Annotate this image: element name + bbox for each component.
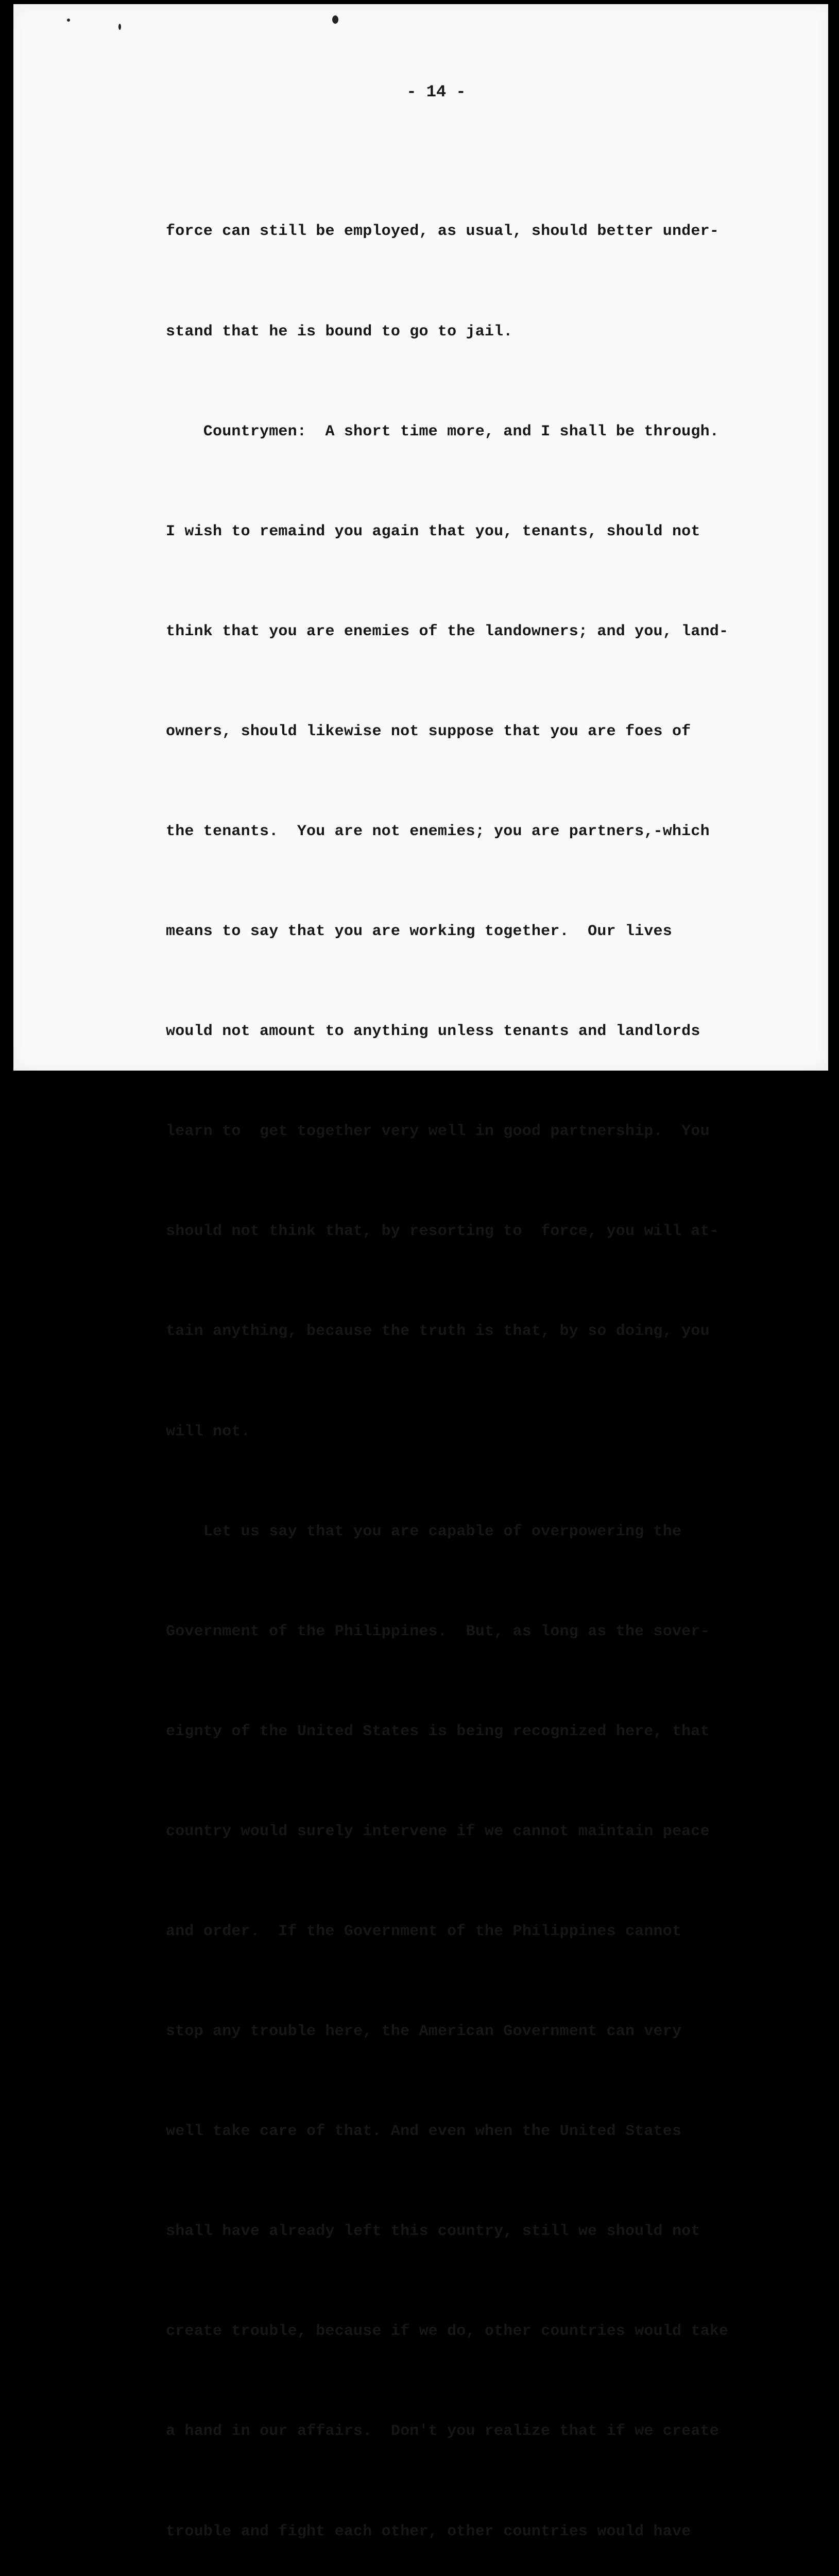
text-line: stand that he is bound to go to jail. — [166, 323, 513, 341]
text-line: owners, should likewise not suppose that you are foes of — [166, 722, 691, 740]
scan-speck — [118, 24, 121, 30]
body-text — [166, 148, 804, 2576]
text-line: country would surely intervene if we cannot maintain peace — [166, 1822, 710, 1840]
text-line: think that you are enemies of the landowners; and you, land- — [166, 622, 729, 640]
page-number: - 14 - — [406, 82, 466, 101]
text-line: shall have already left this country, still we should not — [166, 2223, 700, 2241]
scan-speck — [332, 15, 338, 24]
text-line: the tenants. You are not enemies; you are partners,-which — [166, 822, 710, 840]
text-line: I wish to remaind you again that you, tenants, should not — [166, 522, 700, 540]
text-line: create trouble, because if we do, other countries would take — [166, 2323, 729, 2341]
text-line: stop any trouble here, the American Government can very — [166, 2023, 682, 2041]
text-line: Government of the Philippines. But, as long as the sover- — [166, 1622, 710, 1640]
scan-speck — [67, 19, 70, 22]
text-line: means to say that you are working together. Our lives — [166, 923, 672, 941]
text-line: force can still be employed, as usual, should better under- — [166, 223, 719, 241]
text-line: tain anything, because the truth is that, by so doing, you — [166, 1323, 710, 1341]
text-line: Let us say that you are capable of overpowering the — [166, 1522, 682, 1540]
text-line: should not think that, by resorting to force, you will at- — [166, 1223, 719, 1241]
text-line: a hand in our affairs. Don't you realize that if we create — [166, 2422, 719, 2441]
text-line: Countrymen: A short time more, and I shall be through. — [166, 422, 719, 440]
text-line: would not amount to anything unless tenants and landlords — [166, 1023, 700, 1041]
text-line: trouble and fight each other, other countries would have — [166, 2522, 691, 2540]
text-line: well take care of that. And even when the United States — [166, 2123, 682, 2141]
text-line: will not. — [166, 1422, 250, 1440]
text-line: learn to get together very well in good partnership. You — [166, 1123, 710, 1141]
document-page — [13, 4, 828, 2540]
text-line: and order. If the Government of the Philippines cannot — [166, 1923, 682, 1940]
text-line: eignty of the United States is being recognized here, that — [166, 1722, 710, 1740]
